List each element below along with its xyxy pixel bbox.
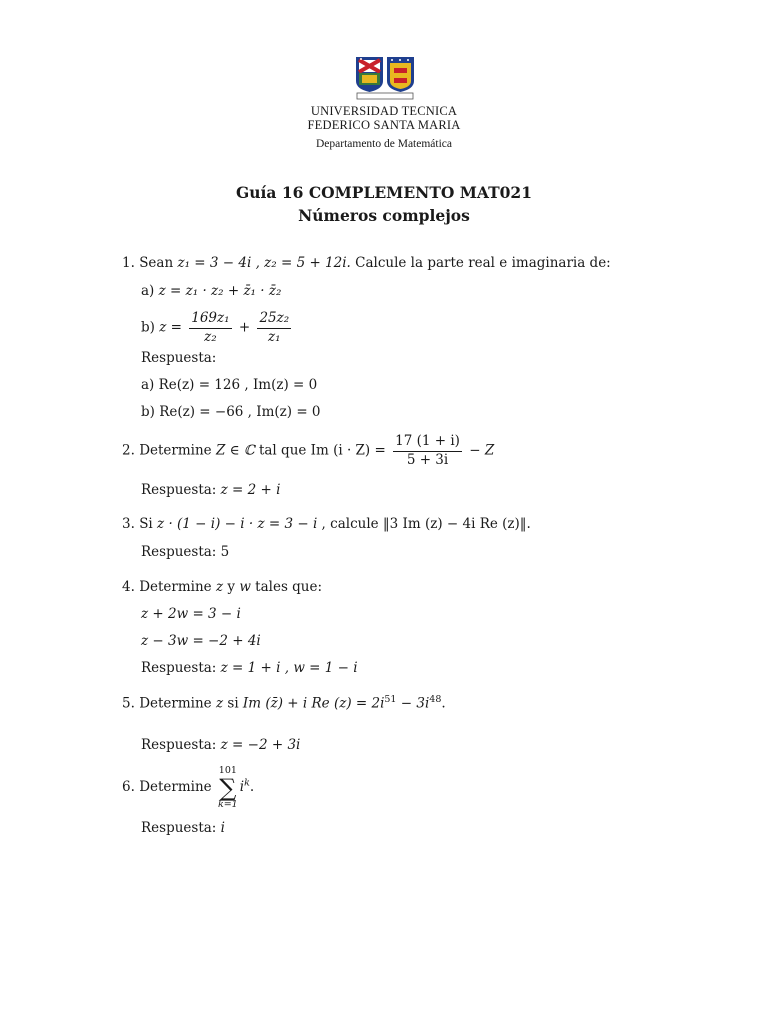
problem-number: 5. — [122, 695, 135, 712]
department-name: Departamento de Matemática — [315, 138, 453, 150]
problem-2-statement: 2. Determine Z ∈ ℂ tal que Im (i · Z) = $\frac{17 (1 + i)}{5 + 3i}$ − Z — [122, 433, 495, 468]
fraction: $\frac{\text{25z₂}}{\text{z₁}}$ — [259, 310, 290, 345]
problem-1-part-b: b) z = $\frac{\text{169z₁}}{\text{z₂}}$ + $\frac{\text{25z₂}}{\text{z₁}}$ — [141, 310, 290, 345]
problem-2-answer: Respuesta: z = 2 + i — [141, 482, 281, 498]
problem-3-answer: Respuesta: 5 — [141, 544, 230, 560]
math-expression: z = z₁ · z₂ + z̄₁ · z̄₂ — [158, 283, 282, 299]
problem-number: 2. — [122, 442, 135, 459]
problem-6-statement: 6. Determine 101 ∑ k=1 $i^k$. — [122, 765, 255, 810]
problem-5-answer: Respuesta: z = −2 + 3i — [141, 737, 301, 753]
math-expression: z₁ = 3 − 4i , z₂ = 5 + 12i. — [177, 255, 351, 271]
problem-1-answer-a: a) Re(z) = 126 , Im(z) = 0 — [141, 377, 318, 393]
problem-number: 1. — [122, 255, 135, 271]
problem-number: 3. — [122, 516, 135, 532]
problem-4-answer: Respuesta: z = 1 + i , w = 1 − i — [141, 660, 358, 676]
problem-1-answer-label: Respuesta: — [141, 350, 217, 366]
fraction: $\frac{17 (1 + i)}{5 + 3i}$ — [395, 433, 460, 468]
university-crest-logo — [354, 55, 416, 101]
problem-4-equation-2: z − 3w = −2 + 4i — [141, 633, 261, 649]
problem-4-statement: 4. Determine z y w tales que: — [122, 579, 323, 595]
problem-3-statement: 3. Si z · (1 − i) − i · z = 3 − i , calcule ‖3 Im (z) − 4i Re (z)‖. — [122, 516, 531, 532]
problem-1-answer-b: b) Re(z) = −66 , Im(z) = 0 — [141, 404, 321, 420]
university-name-line2: FEDERICO SANTA MARIA — [307, 118, 461, 132]
sigma-symbol: ∑ — [219, 773, 237, 802]
fraction: $\frac{\text{169z₁}}{\text{z₂}}$ — [191, 310, 230, 345]
summation: 101 ∑ k=1 — [217, 765, 238, 810]
problem-number: 4. — [122, 579, 135, 595]
problem-1-part-a: a) z = z₁ · z₂ + z̄₁ · z̄₂ — [141, 283, 282, 299]
problem-1-statement: 1. Sean z₁ = 3 − 4i , z₂ = 5 + 12i. Calcule la parte real e imaginaria de: — [122, 255, 611, 271]
university-name-line1: UNIVERSIDAD TECNICA — [310, 104, 458, 118]
problem-4-equation-1: z + 2w = 3 − i — [141, 606, 241, 622]
problem-6-answer: Respuesta: i — [141, 820, 225, 836]
document-subtitle: Números complejos — [298, 206, 470, 225]
problem-number: 6. — [122, 779, 135, 795]
document-title: Guía 16 COMPLEMENTO MAT021 — [236, 183, 532, 202]
problem-5-statement: 5. Determine z si Im (z̄) + i Re $(z) = 2i^{51} - 3i^{48}$. — [122, 694, 446, 712]
